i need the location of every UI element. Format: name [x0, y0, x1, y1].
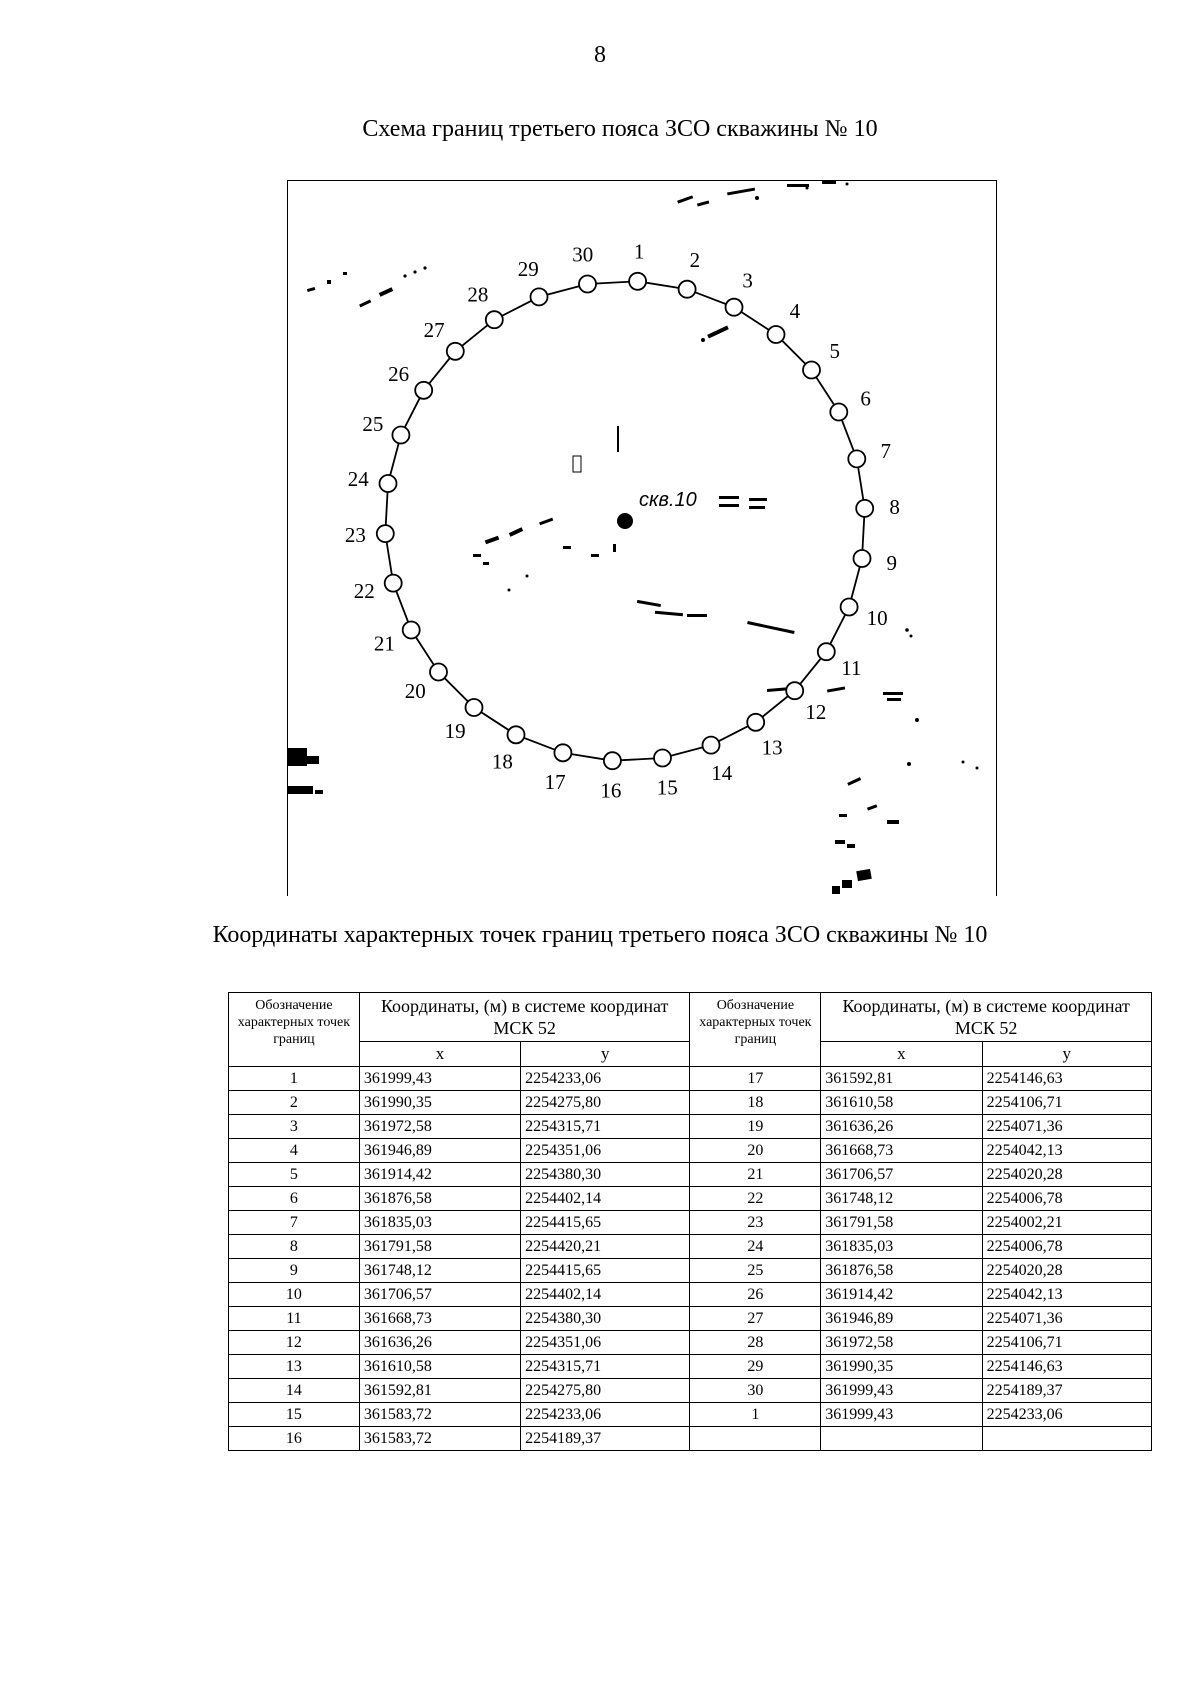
boundary-point-label: 28 — [466, 282, 488, 307]
cell-x-right: 361835,03 — [821, 1235, 982, 1259]
cell-x-left: 361583,72 — [359, 1403, 520, 1427]
cell-x-right: 361999,43 — [821, 1379, 982, 1403]
boundary-point-label: 27 — [423, 317, 445, 342]
cell-x-left: 361748,12 — [359, 1259, 520, 1283]
table-row — [229, 1283, 1152, 1307]
boundary-point-label: 11 — [840, 655, 862, 680]
cell-x-left: 361999,43 — [359, 1067, 520, 1091]
table-row — [229, 1163, 1152, 1187]
boundary-point-label: 2 — [689, 247, 700, 272]
cell-x-left: 361636,26 — [359, 1331, 520, 1355]
cell-x-right: 361999,43 — [821, 1403, 982, 1427]
cell-x-right: 361990,35 — [821, 1355, 982, 1379]
header-coord-system-left: Координаты, (м) в системе координат МСК 52 — [359, 993, 690, 1042]
boundary-point-marker — [402, 621, 419, 638]
cell-y-right: 2254146,63 — [982, 1355, 1151, 1379]
boundary-point-marker — [465, 699, 482, 716]
cell-y-left: 2254275,80 — [521, 1379, 690, 1403]
cell-y-right: 2254106,71 — [982, 1091, 1151, 1115]
boundary-point-marker — [840, 598, 857, 615]
boundary-point-label: 23 — [344, 522, 366, 547]
table-row — [229, 1067, 1152, 1091]
table-body — [229, 1067, 1152, 1451]
boundary-point-marker — [430, 663, 447, 680]
boundary-point-label: 13 — [761, 734, 783, 759]
cell-y-right: 2254106,71 — [982, 1331, 1151, 1355]
boundary-point-marker — [817, 643, 834, 660]
cell-point-left: 8 — [229, 1235, 360, 1259]
cell-x-left: 361972,58 — [359, 1115, 520, 1139]
cell-x-left: 361914,42 — [359, 1163, 520, 1187]
cell-point-right — [690, 1427, 821, 1451]
cell-x-left: 361706,57 — [359, 1283, 520, 1307]
header-coord-system-right: Координаты, (м) в системе координат МСК 52 — [821, 993, 1152, 1042]
cell-x-left: 361835,03 — [359, 1211, 520, 1235]
cell-point-right: 26 — [690, 1283, 821, 1307]
cell-x-right: 361914,42 — [821, 1283, 982, 1307]
table-row — [229, 1379, 1152, 1403]
boundary-point-label: 22 — [353, 578, 375, 603]
cell-point-left: 14 — [229, 1379, 360, 1403]
cell-y-left: 2254415,65 — [521, 1259, 690, 1283]
header-x-right: x — [821, 1042, 982, 1067]
cell-y-right: 2254006,78 — [982, 1235, 1151, 1259]
boundary-point-marker — [654, 749, 671, 766]
table-row — [229, 1235, 1152, 1259]
table-row — [229, 1091, 1152, 1115]
boundary-point-marker — [379, 475, 396, 492]
well-dot — [617, 513, 633, 529]
header-y-left: y — [521, 1042, 690, 1067]
cell-y-left: 2254315,71 — [521, 1355, 690, 1379]
boundary-point-label: 20 — [404, 678, 426, 703]
cell-x-left: 361876,58 — [359, 1187, 520, 1211]
boundary-point-marker — [747, 713, 764, 730]
cell-x-right: 361748,12 — [821, 1187, 982, 1211]
cell-point-left: 11 — [229, 1307, 360, 1331]
cell-y-right: 2254020,28 — [982, 1163, 1151, 1187]
coordinates-table — [228, 992, 1152, 1451]
boundary-point-label: 17 — [544, 769, 566, 794]
boundary-point-marker — [702, 736, 719, 753]
cell-point-left: 4 — [229, 1139, 360, 1163]
boundary-point-label: 26 — [387, 361, 409, 386]
header-point-label-left: Обозначение характерных точек границ — [229, 993, 360, 1067]
cell-x-right: 361876,58 — [821, 1259, 982, 1283]
cell-y-right: 2254146,63 — [982, 1067, 1151, 1091]
cell-point-left: 3 — [229, 1115, 360, 1139]
boundary-point-label: 16 — [599, 778, 621, 803]
cell-point-right: 28 — [690, 1331, 821, 1355]
cell-x-left: 361946,89 — [359, 1139, 520, 1163]
boundary-point-marker — [392, 426, 409, 443]
cell-point-left: 7 — [229, 1211, 360, 1235]
cell-point-left: 13 — [229, 1355, 360, 1379]
cell-y-left: 2254233,06 — [521, 1403, 690, 1427]
scheme-title: Схема границ третьего пояса ЗСО скважины № 10 — [362, 116, 878, 142]
cell-y-right: 2254233,06 — [982, 1403, 1151, 1427]
cell-point-right: 1 — [690, 1403, 821, 1427]
boundary-point-label: 21 — [373, 631, 395, 656]
cell-point-right: 23 — [690, 1211, 821, 1235]
boundary-point-marker — [856, 499, 873, 516]
boundary-point-marker — [767, 326, 784, 343]
header-x-left: x — [359, 1042, 520, 1067]
cell-x-right: 361610,58 — [821, 1091, 982, 1115]
table-row — [229, 1307, 1152, 1331]
cell-x-right: 361946,89 — [821, 1307, 982, 1331]
boundary-point-marker — [579, 275, 596, 292]
cell-y-left: 2254233,06 — [521, 1067, 690, 1091]
boundary-point-marker — [678, 280, 695, 297]
boundary-point-marker — [554, 744, 571, 761]
boundary-point-marker — [376, 525, 393, 542]
boundary-point-label: 18 — [491, 749, 513, 774]
cell-x-left: 361791,58 — [359, 1235, 520, 1259]
boundary-point-marker — [803, 361, 820, 378]
cell-point-right: 25 — [690, 1259, 821, 1283]
table-row — [229, 1427, 1152, 1451]
cell-point-right: 30 — [690, 1379, 821, 1403]
cell-point-right: 22 — [690, 1187, 821, 1211]
boundary-point-marker — [446, 342, 463, 359]
cell-y-right: 2254042,13 — [982, 1139, 1151, 1163]
cell-y-left: 2254420,21 — [521, 1235, 690, 1259]
cell-x-left: 361990,35 — [359, 1091, 520, 1115]
boundary-point-label: 10 — [866, 605, 888, 630]
cell-point-right: 18 — [690, 1091, 821, 1115]
cell-y-right: 2254071,36 — [982, 1115, 1151, 1139]
boundary-point-label: 4 — [789, 298, 800, 323]
cell-y-left: 2254315,71 — [521, 1115, 690, 1139]
cell-point-right: 21 — [690, 1163, 821, 1187]
boundary-point-label: 5 — [829, 338, 840, 363]
cell-y-left: 2254402,14 — [521, 1283, 690, 1307]
boundary-point-label: 12 — [804, 699, 826, 724]
cell-y-left: 2254351,06 — [521, 1139, 690, 1163]
cell-x-left: 361592,81 — [359, 1379, 520, 1403]
page-number: 8 — [594, 42, 606, 68]
boundary-point-marker — [507, 726, 524, 743]
boundary-point-marker — [629, 272, 646, 289]
cell-x-right: 361972,58 — [821, 1331, 982, 1355]
cell-point-right: 24 — [690, 1235, 821, 1259]
boundary-point-label: 15 — [656, 775, 678, 800]
coordinates-title: Координаты характерных точек границ третьего пояса ЗСО скважины № 10 — [212, 922, 988, 948]
cell-y-right — [982, 1427, 1151, 1451]
boundary-point-marker — [853, 550, 870, 567]
well-marker — [617, 489, 697, 529]
boundary-point-marker — [485, 311, 502, 328]
cell-y-right: 2254042,13 — [982, 1283, 1151, 1307]
cell-x-left: 361668,73 — [359, 1307, 520, 1331]
boundary-point-label: 3 — [741, 267, 753, 292]
boundary-point-label: 25 — [361, 411, 383, 436]
cell-x-right: 361791,58 — [821, 1211, 982, 1235]
boundary-point-label: 30 — [571, 241, 593, 266]
cell-point-left: 9 — [229, 1259, 360, 1283]
boundary-point-marker — [830, 403, 847, 420]
cell-point-left: 15 — [229, 1403, 360, 1427]
table-header-row — [229, 993, 1152, 1042]
cell-y-left: 2254275,80 — [521, 1091, 690, 1115]
scheme-diagram — [287, 180, 997, 896]
cell-point-left: 2 — [229, 1091, 360, 1115]
cell-point-left: 1 — [229, 1067, 360, 1091]
cell-y-right: 2254002,21 — [982, 1211, 1151, 1235]
cell-y-right: 2254189,37 — [982, 1379, 1151, 1403]
cell-x-right — [821, 1427, 982, 1451]
boundary-point-label: 24 — [347, 466, 369, 491]
boundary-point-marker — [384, 574, 401, 591]
cell-x-right: 361636,26 — [821, 1115, 982, 1139]
boundary-point-label: 14 — [710, 760, 732, 785]
cell-point-left: 12 — [229, 1331, 360, 1355]
boundary-point-marker — [603, 752, 620, 769]
boundary-point-label: 7 — [880, 438, 891, 463]
table-row — [229, 1259, 1152, 1283]
cell-y-right: 2254020,28 — [982, 1259, 1151, 1283]
table-row — [229, 1139, 1152, 1163]
cell-x-right: 361592,81 — [821, 1067, 982, 1091]
boundary-point-marker — [415, 381, 432, 398]
cell-point-left: 6 — [229, 1187, 360, 1211]
cell-x-left: 361610,58 — [359, 1355, 520, 1379]
cell-point-right: 17 — [690, 1067, 821, 1091]
cell-point-right: 20 — [690, 1139, 821, 1163]
cell-y-left: 2254415,65 — [521, 1211, 690, 1235]
cell-y-right: 2254071,36 — [982, 1307, 1151, 1331]
cell-y-left: 2254351,06 — [521, 1331, 690, 1355]
table-row — [229, 1355, 1152, 1379]
header-y-right: y — [982, 1042, 1151, 1067]
boundary-point-label: 19 — [444, 718, 466, 743]
table-row — [229, 1211, 1152, 1235]
cell-y-left: 2254380,30 — [521, 1163, 690, 1187]
table-row — [229, 1331, 1152, 1355]
boundary-point-label: 6 — [859, 385, 871, 410]
boundary-point-label: 9 — [885, 550, 897, 575]
boundary-point-marker — [725, 298, 742, 315]
cell-x-left: 361583,72 — [359, 1427, 520, 1451]
table-row — [229, 1187, 1152, 1211]
cell-point-left: 10 — [229, 1283, 360, 1307]
cell-point-right: 29 — [690, 1355, 821, 1379]
well-label: скв.10 — [638, 488, 697, 511]
boundary-point-marker — [848, 450, 865, 467]
cell-y-right: 2254006,78 — [982, 1187, 1151, 1211]
cell-point-right: 27 — [690, 1307, 821, 1331]
boundary-point-label: 8 — [888, 494, 900, 519]
cell-x-right: 361668,73 — [821, 1139, 982, 1163]
cell-point-right: 19 — [690, 1115, 821, 1139]
cell-y-left: 2254402,14 — [521, 1187, 690, 1211]
boundary-point-marker — [786, 682, 803, 699]
table-row — [229, 1403, 1152, 1427]
boundary-point-marker — [530, 288, 547, 305]
table-row — [229, 1115, 1152, 1139]
cell-y-left: 2254380,30 — [521, 1307, 690, 1331]
boundary-point-label: 29 — [517, 256, 539, 281]
cell-x-right: 361706,57 — [821, 1163, 982, 1187]
header-point-label-right: Обозначение характерных точек границ — [690, 993, 821, 1067]
cell-point-left: 5 — [229, 1163, 360, 1187]
cell-y-left: 2254189,37 — [521, 1427, 690, 1451]
boundary-point-label: 1 — [633, 238, 644, 263]
cell-point-left: 16 — [229, 1427, 360, 1451]
